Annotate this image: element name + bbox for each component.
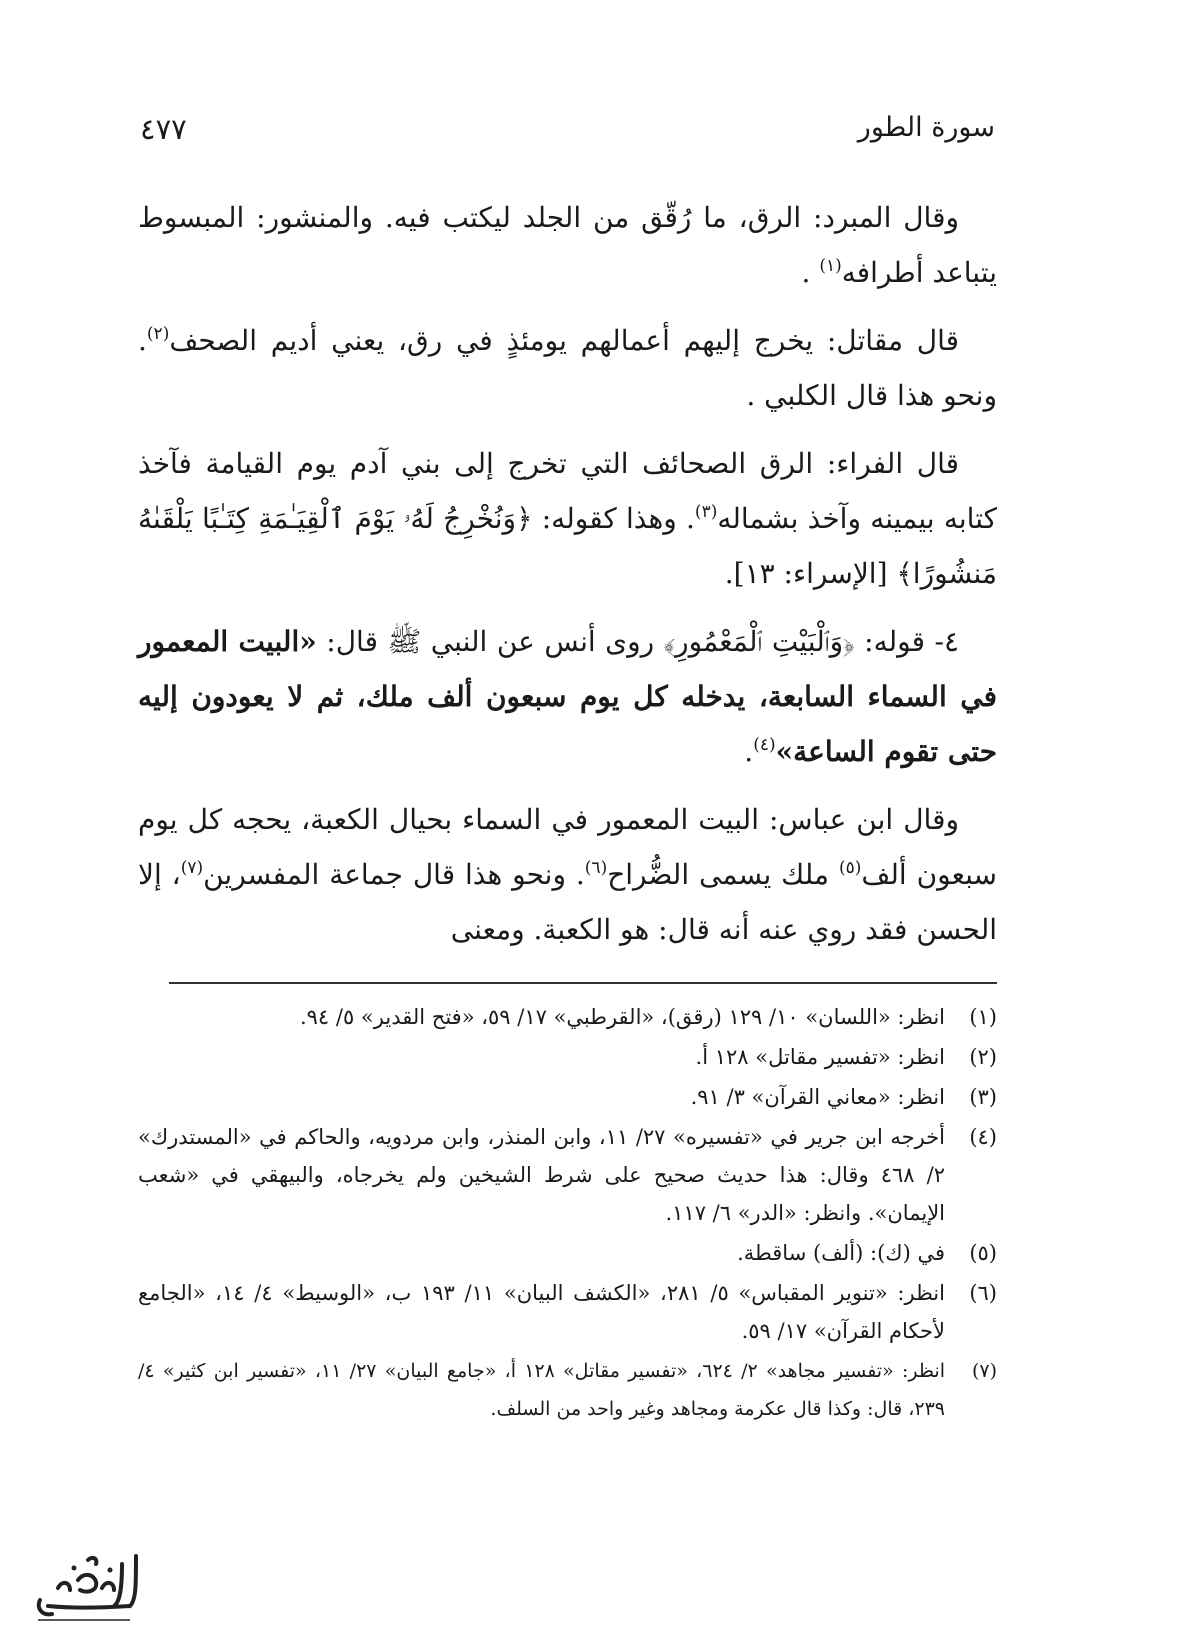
main-text xyxy=(138,190,997,970)
footnotes xyxy=(138,998,997,1430)
footnote: (٧) انظر: «تفسير مجاهد» ٢/ ٦٢٤، «تفسير مقاتل» ١٢٨ أ، «جامع البيان» ٢٧/ ١١، «تفسير ابن كثير» ٤/ ٢٣٩، قال: وكذا قال عكرمة ومجاهد وغير واحد من السلف. xyxy=(138,1352,997,1428)
paragraph: قال الفراء: الرق الصحائف التي تخرج إلى بني آدم يوم القيامة فآخذ كتابه بيمينه وآخذ بشماله$^{(٣)}$. وهذا كقوله: ﴿وَنُخْرِجُ لَهُۥ يَوْمَ ٱلْقِيَـٰمَةِ كِتَـٰبًا يَلْقَىٰهُ مَنشُورًا﴾ [الإسراء: ١٣]. xyxy=(138,447,997,590)
footnote: (٢) انظر: «تفسير مقاتل» ١٢٨ أ. xyxy=(138,1038,997,1076)
footnote: (٦) انظر: «تنوير المقباس» ٥/ ٢٨١، «الكشف البيان» ١١/ ١٩٣ ب، «الوسيط» ٤/ ١٤، «الجامع لأحكام القرآن» ١٧/ ٥٩. xyxy=(138,1274,997,1350)
footnote-number: (٧) xyxy=(971,1360,997,1382)
footnote-number: (٦) xyxy=(969,1281,997,1305)
footnote-number: (٥) xyxy=(969,1241,997,1265)
footnote-ref: (٣) xyxy=(694,502,718,522)
footnote-divider xyxy=(169,982,997,984)
publisher-logo xyxy=(18,1536,150,1628)
footnote-number: (٢) xyxy=(969,1045,997,1069)
footnote: (١) انظر: «اللسان» ١٠/ ١٢٩ (رقق)، «القرطبي» ١٧/ ٥٩، «فتح القدير» ٥/ ٩٤. xyxy=(138,998,997,1036)
footnote-ref: (٧) xyxy=(180,858,204,878)
surah-title: سورة الطور xyxy=(857,112,995,143)
paragraph: قال مقاتل: يخرج إليهم أعمالهم يومئذٍ في رق، يعني أديم الصحف$^{(٢)}$. ونحو هذا قال الكلبي . xyxy=(138,324,997,412)
footnote: (٥) في (ك): (ألف) ساقطة. xyxy=(138,1234,997,1272)
paragraph: ٤- قوله: ﴿وَٱلْبَيْتِ ٱلْمَعْمُورِ﴾ روى أنس عن النبي ﷺ قال: «البيت المعمور في السماء السابعة، يدخله كل يوم سبعون ألف ملك، ثم لا يعودون إليه حتى تقوم الساعة»$^{(٤)}$. xyxy=(138,625,997,768)
footnote-ref: (٢) xyxy=(146,324,170,344)
footnote-ref: (٤) xyxy=(753,735,776,755)
footnote-ref: (٦) xyxy=(584,858,608,878)
hadith-text: «البيت المعمور في السماء السابعة، يدخله كل يوم سبعون ألف ملك، ثم لا يعودون إليه حتى تقوم الساعة» xyxy=(138,625,997,768)
running-header xyxy=(140,112,995,152)
footnote-number: (١) xyxy=(969,1005,997,1029)
footnote: (٤) أخرجه ابن جرير في «تفسيره» ٢٧/ ١١، وابن المنذر، وابن مردويه، والحاكم في «المستدرك» ٢/ ٤٦٨ وقال: هذا حديث صحيح على شرط الشيخين ولم يخرجاه، والبيهقي في «شعب الإيمان». وانظر: «الدر» ٦/ ١١٧. xyxy=(138,1118,997,1232)
paragraph: وقال ابن عباس: البيت المعمور في السماء بحيال الكعبة، يحجه كل يوم سبعون ألف$^{(٥)}$ ملك يسمى الضُّراح$^{(٦)}$. ونحو هذا قال جماعة المفسرين$^{(٧)}$، إلا الحسن فقد روي عنه أنه قال: هو الكعبة. ومعنى xyxy=(138,803,998,946)
footnote: (٣) انظر: «معاني القرآن» ٣/ ٩١. xyxy=(138,1078,997,1116)
page-number: ٤٧٧ xyxy=(140,112,187,146)
footnote-number: (٤) xyxy=(969,1125,997,1149)
footnote-number: (٣) xyxy=(969,1085,997,1109)
footnote-ref: (١) xyxy=(819,256,842,276)
paragraph: وقال المبرد: الرق، ما رُقّق من الجلد ليكتب فيه. والمنشور: المبسوط يتباعد أطرافه$^{(١)}$ . xyxy=(138,201,997,289)
footnote-ref: (٥) xyxy=(838,858,862,878)
